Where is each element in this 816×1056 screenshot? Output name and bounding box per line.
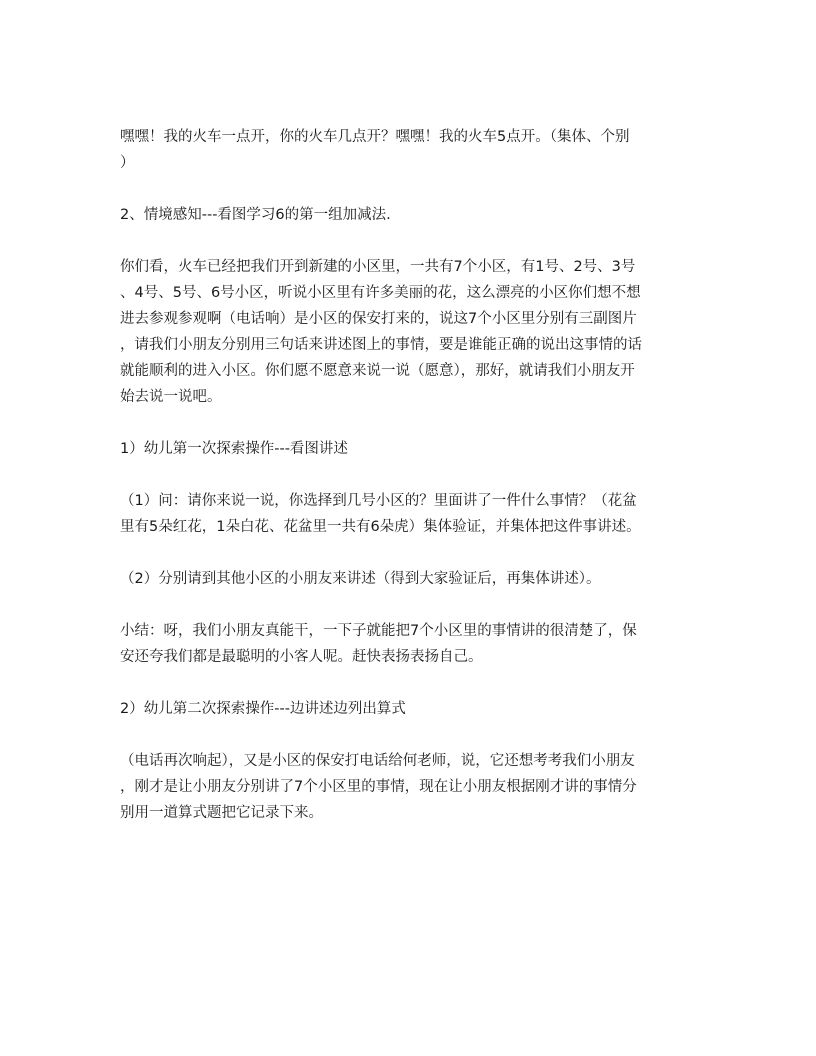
paragraph-spacer [120, 670, 700, 696]
paragraph-spacer [120, 722, 700, 748]
paragraph-spacer [120, 592, 700, 618]
paragraph-spacer [120, 410, 700, 436]
paragraph-section-heading: 2、情境感知---看图学习6的第一组加减法. [120, 207, 391, 223]
paragraph-summary: 小结：呀，我们小朋友真能干，一下子就能把7个小区里的事情讲的很清楚了，保 安还夸我们都是最聪明的小客人呢。赶快表扬表扬自己。 [120, 623, 637, 665]
paragraph-spacer [120, 228, 700, 254]
paragraph-spacer [120, 462, 700, 488]
paragraph-phone-again: （电话再次响起），又是小区的保安打电话给何老师，说，它还想考考我们小朋友 ，刚才是让小朋友分别讲了7个小区里的事情，现在让小朋友根据刚才讲的事情分 别用一道算式题把它记录下来。 [120, 753, 637, 821]
document-body [120, 124, 700, 826]
paragraph-question-two: （2）分别请到其他小区的小朋友来讲述（得到大家验证后，再集体讲述）。 [120, 571, 601, 587]
paragraph-step-one-heading: 1）幼儿第一次探索操作---看图讲述 [120, 441, 348, 457]
paragraph-step-two-heading: 2）幼儿第二次探索操作---边讲述边列出算式 [120, 701, 406, 717]
paragraph-question-one: （1）问：请你来说一说，你选择到几号小区的？里面讲了一件什么事情？（花盆 里有5朵红花，1朵白花、花盆里一共有6朵虎）集体验证，并集体把这件事讲述。 [120, 493, 641, 535]
paragraph-story-intro: 你们看，火车已经把我们开到新建的小区里，一共有7个小区，有1号、2号、3号 、4号、5号、6号小区，听说小区里有许多美丽的花，这么漂亮的小区你们想不想 进去参观参观啊（电话响）是小区的保安打来的，说这7个小区里分别有三副图片 ，请我们小朋友分别用三句话来讲述图上的事情，要是谁能正确的说出这事情的话 就能顺利的进入小区。你们愿不愿意来说一说（愿意），那好，就请我们小朋友开 始去说一说吧。 [120, 259, 642, 405]
paragraph-chant: 嘿嘿！我的火车一点开，你的火车几点开？嘿嘿！我的火车5点开。（集体、个别 ） [120, 129, 630, 171]
paragraph-spacer [120, 540, 700, 566]
paragraph-spacer [120, 176, 700, 202]
